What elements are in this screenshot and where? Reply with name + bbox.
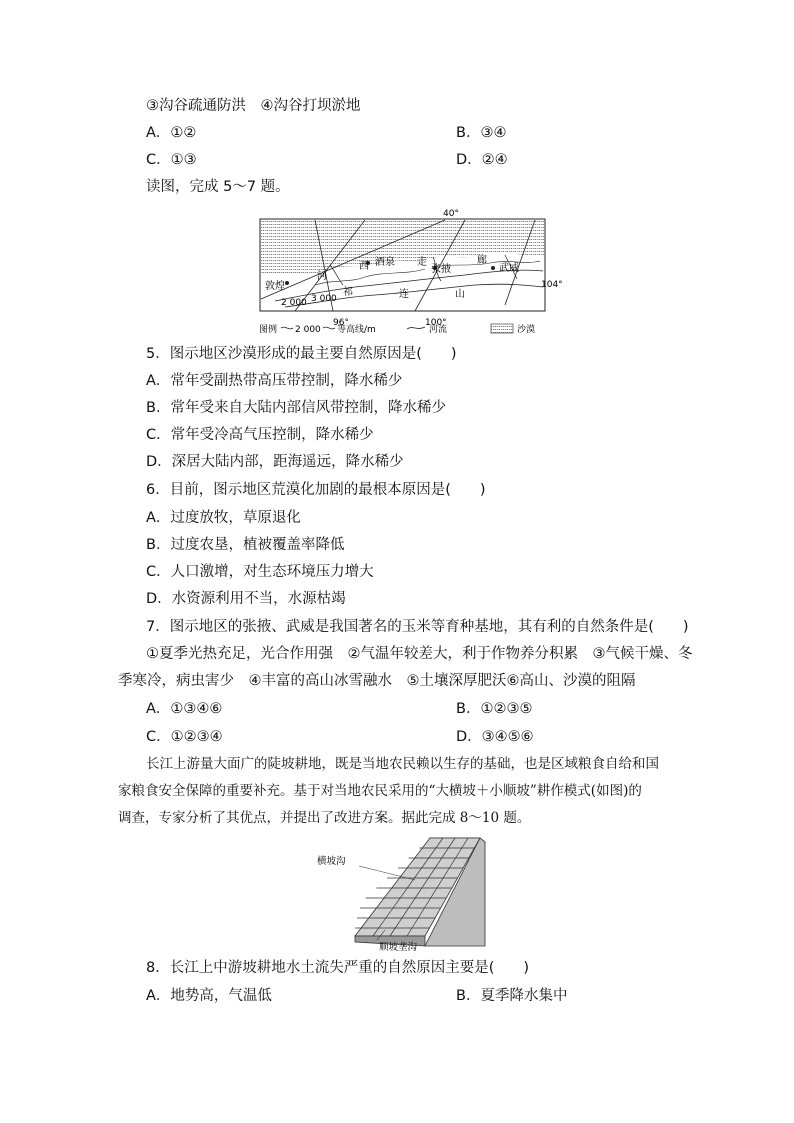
q5-option-d: D．深居大陆内部，距海遥远，降水稀少: [146, 454, 404, 470]
hexi-corridor-map: [255, 205, 565, 335]
place-zhangye: 张掖: [431, 264, 451, 275]
place-jiuquan: 酒泉: [375, 257, 395, 268]
q8-option-b: B．夏季降水集中: [456, 988, 568, 1004]
q6-stem: 6．目前，图示地区荒漠化加剧的最根本原因是( ): [146, 482, 486, 498]
q6-option-a: A．过度放牧，草原退化: [146, 510, 301, 526]
legend-river-icon: [407, 327, 425, 329]
lat-label-40: 40°: [443, 209, 459, 219]
lon-label-96: 96°: [333, 318, 349, 328]
passage-line2: 家粮食安全保障的重要补充。基于对当地农民采用的“大横坡＋小顺坡”耕作模式(如图)的: [118, 783, 642, 799]
q7-conditions-line1: ①夏季光热充足，光合作用强 ②气温年较差大，利于作物养分积累 ③气候干燥、冬: [146, 646, 693, 662]
q7-option-d: D．③④⑤⑥: [456, 729, 534, 745]
map-intro: 读图，完成 5～7 题。: [146, 179, 290, 195]
legend-title: 图例: [259, 325, 278, 335]
q5-option-c: C．常年受冷高气压控制，降水稀少: [146, 427, 374, 443]
q4-option-line: ③沟谷疏通防洪 ④沟谷打坝淤地: [146, 98, 361, 114]
legend-contour-value: 2 000: [295, 325, 321, 335]
q6-option-d: D．水资源利用不当，水源枯竭: [146, 591, 346, 607]
lon-label-104: 104°: [541, 280, 563, 290]
slope-farming-figure: [315, 836, 500, 952]
q5-option-a: A．常年受副热带高压带控制，降水稀少: [146, 373, 403, 389]
contour-label-3000: 3 000: [311, 294, 337, 304]
q7-stem: 7．图示地区的张掖、武威是我国著名的玉米等育种基地，其有利的自然条件是( ): [146, 619, 689, 635]
contour-label-2000: 2 000: [281, 298, 307, 308]
place-he: 河: [317, 271, 327, 282]
q7-option-c: C．①②③④: [146, 729, 223, 745]
q4-option-a: A．①②: [146, 125, 197, 141]
place-wuwei: 武威: [499, 263, 519, 274]
label-horizontal-ditch: 横坡沟: [317, 856, 346, 867]
q7-option-a: A．①③④⑥: [146, 701, 223, 717]
q4-option-c: C．①③: [146, 152, 197, 168]
place-zou: 走: [417, 257, 427, 268]
q8-stem: 8．长江上中游坡耕地水土流失严重的自然原因主要是( ): [146, 960, 530, 976]
q5-option-b: B．常年受来自大陆内部信风带控制，降水稀少: [146, 400, 446, 416]
q6-option-b: B．过度农垦，植被覆盖率降低: [146, 537, 345, 553]
q7-conditions-line2: 季寒冷，病虫害少 ④丰富的高山冰雪融水 ⑤土壤深厚肥沃⑥高山、沙漠的阻隔: [118, 673, 636, 689]
lon-label-100: 100°: [425, 318, 447, 328]
legend-desert-label: 沙漠: [517, 325, 536, 335]
passage-line1: 长江上游量大面广的陡坡耕地，既是当地农民赖以生存的基础，也是区域粮食自给和国: [146, 756, 659, 772]
place-shan: 山: [455, 289, 465, 300]
place-lang: 廊: [477, 255, 487, 266]
q8-option-a: A．地势高，气温低: [146, 988, 272, 1004]
q4-option-d: D．②④: [456, 152, 508, 168]
q4-option-b: B．③④: [456, 125, 507, 141]
legend-desert-icon: [491, 324, 513, 333]
label-downslope-furrow: 顺坡垄沟: [379, 942, 418, 952]
legend-river-label: 河流: [429, 325, 448, 335]
q7-option-b: B．①②③⑤: [456, 701, 533, 717]
q6-option-c: C．人口激增，对生态环境压力增大: [146, 564, 374, 580]
place-dunhuang: 敦煌: [265, 281, 285, 292]
legend-contour-label: 等高线/m: [337, 325, 376, 335]
place-lian: 连: [399, 289, 409, 300]
place-xi: 西: [359, 261, 369, 272]
q5-stem: 5．图示地区沙漠形成的最主要自然原因是( ): [146, 346, 457, 362]
place-qi: 祁: [343, 287, 353, 298]
passage-line3: 调查，专家分析了其优点，并提出了改进方案。据此完成 8～10 题。: [118, 810, 531, 826]
